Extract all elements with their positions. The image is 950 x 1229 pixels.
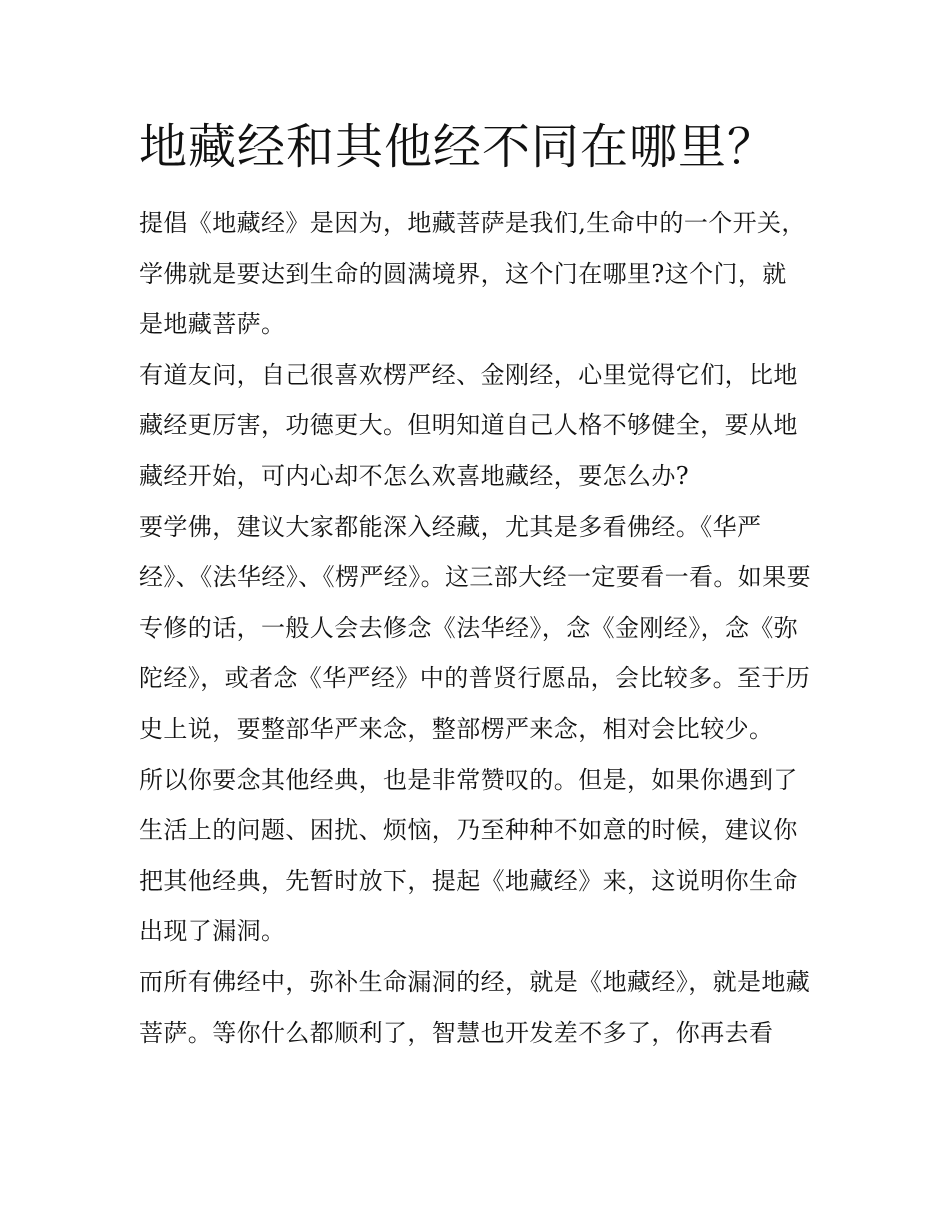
paragraph-4: 所以你要念其他经典，也是非常赞叹的。但是，如果你遇到了生活上的问题、困扰、烦恼，乃至种种不如意的时候，建议你把其他经典，先暂时放下，提起《地藏经》来，这说明你生命出现了漏洞。 — [139, 765, 798, 946]
page-title: 地藏经和其他经不同在哪里？ — [139, 119, 777, 175]
paragraph-5: 而所有佛经中，弥补生命漏洞的经，就是《地藏经》，就是地藏菩萨。等你什么都顺利了，智慧也开发差不多了，你再去看 — [139, 967, 811, 1047]
article-body — [139, 198, 811, 1058]
paragraph-1: 提倡《地藏经》是因为，地藏菩萨是我们,生命中的一个开关，学佛就是要达到生命的圆满境界，这个门在哪里?这个门，就是地藏菩萨。 — [139, 209, 806, 339]
paragraph-2: 有道友问，自己很喜欢楞严经、金刚经，心里觉得它们，比地藏经更厉害，功德更大。但明知道自己人格不够健全，要从地藏经开始，可内心却不怎么欢喜地藏经，要怎么办? — [139, 360, 798, 490]
paragraph-3: 要学佛，建议大家都能深入经藏，尤其是多看佛经。《华严经》、《法华经》、《楞严经》。这三部大经一定要看一看。如果要专修的话，一般人会去修念《法华经》，念《金刚经》，念《弥陀经》，或者念《华严经》中的普贤行愿品，会比较多。至于历史上说，要整部华严来念，整部楞严来念，相对会比较少。 — [139, 512, 811, 743]
